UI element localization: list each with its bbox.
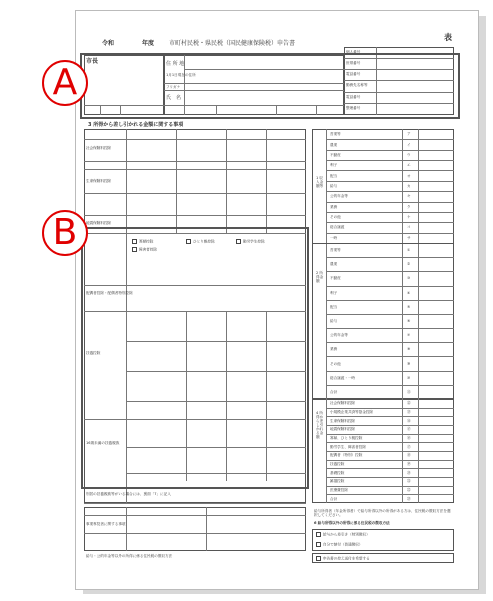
income2-row-label: 農業 (330, 262, 338, 267)
income2-row-label: 総合譲渡・一時 (330, 375, 356, 380)
deduction-row-code: ⑬ (407, 410, 411, 414)
side-field-3: 電話番号 (346, 72, 361, 76)
income2-row-label: 営業等 (330, 248, 341, 253)
section6-intro: 6 給与所得以外の所得に係る住民税の徴収方法 (314, 521, 390, 525)
income-row-code: ア (407, 132, 411, 137)
side-field-4: 勤務先名称等 (346, 83, 368, 87)
income-row-label: 総合譲渡 (330, 225, 345, 230)
income-row-label: 公的年金等 (330, 194, 348, 199)
section-a-highlight (80, 53, 460, 119)
marker-a: A (42, 60, 88, 106)
check-disability: 障害者控除 (132, 247, 157, 252)
jan1-address: 1月1日現在の住所 (166, 73, 196, 77)
income-row-amount-field[interactable] (419, 212, 453, 222)
income-row-label: その他 (330, 215, 341, 220)
check-working-student: 勤労学生控除 (236, 239, 265, 244)
income2-row-label: その他 (330, 361, 341, 366)
row-under16: 16歳未満の扶養親族 (86, 441, 120, 445)
deduction-row-code: ⑯ (407, 436, 411, 440)
income2-row-code: ① (407, 248, 411, 253)
side-field-5: 電話番号 (346, 95, 361, 99)
furigana-label: フリガナ (166, 85, 181, 89)
income2-row-amount-field[interactable] (419, 328, 453, 342)
income-row-code: カ (407, 184, 411, 188)
name-label: 氏 名 (166, 95, 182, 101)
deduction-row-code: ⑱ (407, 453, 411, 458)
deduction-row-code: ㉓ (407, 496, 411, 501)
section3-note: 別居の扶養親族等がいる場合には、裏面「7」に記入 (86, 492, 171, 496)
income-row-label: 不動産 (330, 152, 341, 157)
income-row-amount-field[interactable] (419, 139, 453, 149)
deduction-row-code: ㉑ (407, 479, 411, 484)
income-row-code: ウ (407, 152, 411, 157)
income-row-code: イ (407, 142, 411, 147)
form-title: 市町村民税・県民税（国民健康保険税）申告書 (169, 40, 296, 47)
deduction-row-amount-field[interactable] (419, 494, 453, 503)
deduction-row-label: 医療費控除 (330, 488, 348, 492)
deduction-row-amount-field[interactable] (419, 442, 453, 451)
section1-label: 1 収入金額等 (316, 176, 324, 188)
side-field-1: 個人番号 (346, 50, 361, 54)
deduction-row-amount-field[interactable] (419, 486, 453, 495)
deduction-row-amount-field[interactable] (419, 434, 453, 443)
deduction-row-code: ⑭ (407, 418, 411, 423)
income2-row-label: 配当 (330, 304, 338, 309)
income-row-label: 配当 (330, 173, 338, 178)
income2-row-label: 公的年金等 (330, 333, 348, 338)
income2-row-amount-field[interactable] (419, 286, 453, 300)
income2-row-amount-field[interactable] (419, 356, 453, 370)
tax-form-page (75, 10, 479, 590)
section4-label: 4 所得から差し引かれる金額 (316, 411, 324, 439)
income2-row-label: 利子 (330, 290, 338, 295)
deduction-row-code: ⑰ (407, 444, 411, 449)
section3-footer1: 事業専従者に関する事項 (86, 522, 126, 526)
income2-row-code: ⑧ (407, 347, 411, 352)
deduction-row-amount-field[interactable] (419, 408, 453, 417)
income-row-label: 利子 (330, 163, 338, 168)
income2-row-label: 不動産 (330, 276, 341, 281)
income-row-label: 業務 (330, 204, 338, 209)
income-row-amount-field[interactable] (419, 150, 453, 160)
income-row-code: サ (407, 235, 411, 240)
income-row-label: 一時 (330, 235, 338, 240)
income-row-amount-field[interactable] (419, 170, 453, 180)
deduction-row-amount-field[interactable] (419, 477, 453, 486)
deduction-row-label: 生命保険料控除 (330, 418, 356, 423)
income2-row-code: ④ (407, 290, 411, 295)
deduction-row-amount-field[interactable] (419, 399, 453, 408)
check-single-parent: ひとり親控除 (186, 239, 215, 244)
option-ordinary-collection[interactable]: 自分で納付（普通徴収） (316, 542, 363, 547)
section3-title: 3 所得から差し引かれる金額に関する事項 (88, 122, 184, 128)
side-field-2: 世帯番号 (346, 61, 361, 65)
row-social-insurance: 社会保険料控除 (86, 146, 112, 150)
income2-row-amount-field[interactable] (419, 371, 453, 385)
deduction-row-code: ⑫ (407, 401, 411, 406)
income-row-code: コ (407, 225, 411, 230)
deduction-row-amount-field[interactable] (419, 416, 453, 425)
deduction-row-code: ⑳ (407, 470, 411, 475)
marker-b: B (42, 210, 88, 256)
income-row-code: オ (407, 173, 411, 178)
income-row-amount-field[interactable] (419, 202, 453, 212)
row-spouse: 配偶者控除・配偶者特別控除 (86, 291, 133, 295)
address-label: 住 所 地 (166, 61, 185, 67)
year-era: 令和 (102, 40, 115, 47)
corner-mark: 表 (444, 33, 452, 42)
deduction-row-amount-field[interactable] (419, 425, 453, 434)
income2-row-code: ③ (407, 276, 411, 281)
deduction-row-label: 雑損控除 (330, 479, 345, 484)
income2-row-amount-field[interactable] (419, 342, 453, 356)
income2-row-amount-field[interactable] (419, 300, 453, 314)
income2-row-code: ⑩ (407, 375, 411, 380)
addressee: 市長 (86, 58, 99, 65)
income-row-code: ケ (407, 215, 411, 220)
income-row-amount-field[interactable] (419, 233, 453, 243)
option-copy-request[interactable]: 申告書の控え送付を希望する (316, 556, 370, 561)
income-row-amount-field[interactable] (419, 160, 453, 170)
income-row-code: キ (407, 194, 411, 199)
income2-row-label: 業務 (330, 347, 338, 352)
deduction-row-code: ⑲ (407, 462, 411, 466)
income2-row-code: ⑥ (407, 319, 411, 323)
income2-row-amount-field[interactable] (419, 243, 453, 257)
income2-row-amount-field[interactable] (419, 314, 453, 328)
side-field-6: 整理番号 (346, 106, 361, 110)
deduction-row-label: 勤労学生、障害者控除 (330, 444, 366, 449)
deduction-row-label: 寡婦、ひとり親控除 (330, 436, 363, 440)
income-row-label: 給与 (330, 184, 338, 188)
income-row-amount-field[interactable] (419, 222, 453, 232)
row-life-insurance: 生命保険料控除 (86, 179, 112, 183)
deduction-row-label: 合計 (330, 496, 338, 501)
income2-row-code: ⑪ (407, 389, 411, 394)
deduction-row-amount-field[interactable] (419, 468, 453, 477)
year-label: 年度 (142, 40, 155, 47)
option-special-collection[interactable]: 給与から差引き（特別徴収） (316, 532, 370, 537)
deduction-row-label: 小規模企業共済等掛金控除 (330, 410, 374, 414)
income2-row-label: 合計 (330, 389, 338, 394)
deduction-row-label: 配偶者（特別）控除 (330, 453, 363, 458)
deduction-row-amount-field[interactable] (419, 460, 453, 469)
income2-row-code: ② (407, 262, 411, 267)
income-row-code: ク (407, 204, 411, 209)
deduction-row-amount-field[interactable] (419, 451, 453, 460)
income2-row-label: 給与 (330, 319, 338, 323)
income-row-code: エ (407, 163, 411, 168)
section-b-highlight (81, 227, 309, 489)
row-dependents: 扶養控除 (86, 351, 101, 355)
income2-row-code: ⑨ (407, 361, 411, 366)
income2-row-amount-field[interactable] (419, 257, 453, 271)
deduction-row-code: ⑮ (407, 427, 411, 432)
income-row-amount-field[interactable] (419, 191, 453, 201)
check-widow: 寡婦控除 (132, 239, 153, 244)
income2-row-code: ⑤ (407, 304, 411, 309)
income-row-label: 営業等 (330, 132, 341, 137)
deduction-row-label: 基礎控除 (330, 470, 345, 475)
income-row-amount-field[interactable] (419, 129, 453, 139)
row-earthquake-insurance: 地震保険料控除 (86, 221, 112, 225)
income-row-amount-field[interactable] (419, 181, 453, 191)
deduction-row-label: 社会保険料控除 (330, 401, 356, 406)
deduction-row-label: 地震保険料控除 (330, 427, 356, 432)
deduction-row-label: 扶養控除 (330, 462, 345, 466)
income2-row-amount-field[interactable] (419, 271, 453, 285)
section6-note: 給与所得者（年金所得者）で給与所得以外の所得がある方は、住民税の徴収方法を選択してください。 (314, 509, 451, 517)
income2-row-amount-field[interactable] (419, 385, 453, 399)
income-row-label: 農業 (330, 142, 338, 147)
section3-footer2: 給与・公的年金等以外の所得に係る住民税の徴収方法 (86, 554, 173, 558)
section2-label: 2 所得金額 (316, 271, 324, 283)
income2-row-code: ⑦ (407, 333, 411, 338)
section3-footer-box (84, 507, 306, 551)
deduction-row-code: ㉒ (407, 488, 411, 492)
